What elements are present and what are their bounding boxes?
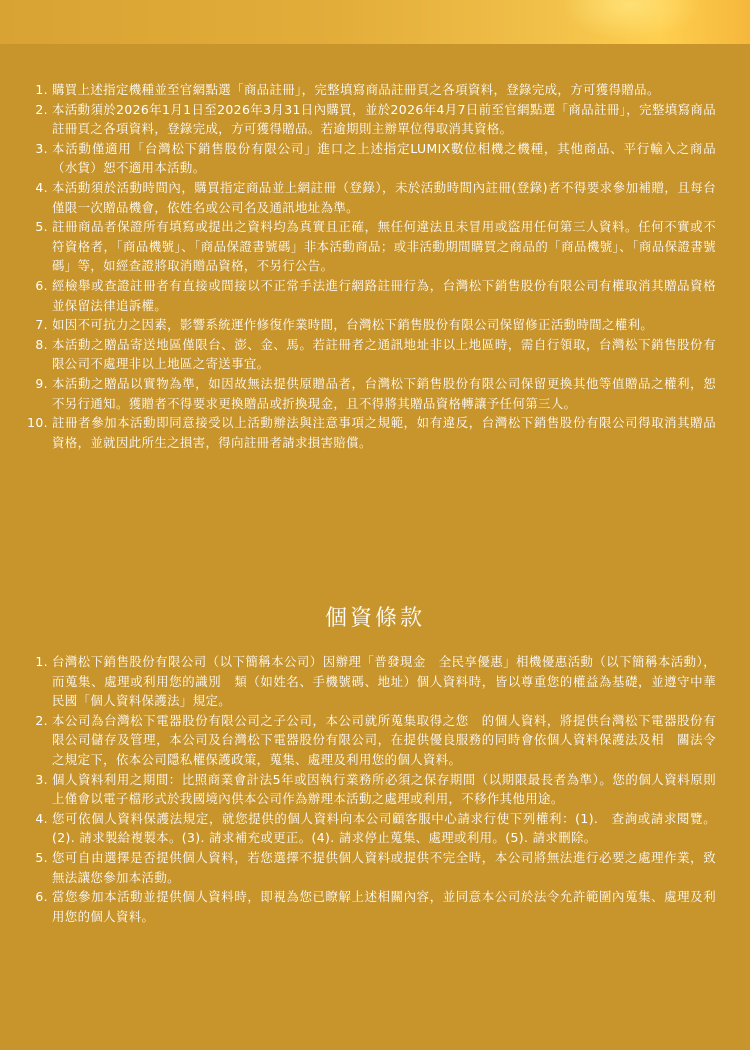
- top-banner: [0, 0, 750, 44]
- privacy-item: [35, 887, 716, 926]
- item-text: 本活動之贈品以實物為準，如因故無法提供原贈品者，台灣松下銷售股份有限公司保留更換其他等值贈品之權利，恕不另行通知。獲贈者不得要求更換贈品或折換現金，且不得將其贈品資格轉讓予任何第三人。: [52, 375, 716, 411]
- item-number: 1.: [35, 82, 48, 97]
- privacy-section-title: 個資條款: [324, 606, 425, 631]
- item-number: 2.: [35, 101, 48, 117]
- item-text: 本活動僅適用「台灣松下銷售股份有限公司」進口之上述指定LUMIX數位相機之機種，其他商品、平行輸入之商品（水貨）恕不適用本活動。: [52, 140, 716, 176]
- privacy-item: [35, 809, 716, 848]
- terms-item: [35, 374, 716, 413]
- banner-glow: [560, 0, 700, 40]
- terms-item: [35, 80, 716, 100]
- item-text: 本活動須於2026年1月1日至2026年3月31日內購買，並於2026年4月7日前至官網點選「商品註冊」，完整填寫商品註冊頁之各項資料，登錄完成，方可獲得贈品。若逾期則主辦單位得取消其資格。: [52, 101, 716, 137]
- item-number: 4.: [35, 179, 48, 195]
- item-text: 本公司為台灣松下電器股份有限公司之子公司，本公司就所蒐集取得之您 的個人資料，將提供台灣松下電器股份有限公司儲存及管理，本公司及台灣松下電器股份有限公司，在提供優良服務的同時會依個人資料保護法及相 關法令之規定下，依本公司隱私權保護政策，蒐集、處理及利用您的個人資料。: [52, 712, 716, 767]
- item-number: 1.: [35, 654, 48, 669]
- privacy-list: [35, 652, 716, 926]
- item-number: 8.: [35, 336, 48, 352]
- terms-item: [35, 276, 716, 315]
- item-text: 您可自由選擇是否提供個人資料，若您選擇不提供個人資料或提供不完全時，本公司將無法進行必要之處理作業，致無法讓您參加本活動。: [52, 849, 716, 885]
- privacy-item: [35, 711, 716, 770]
- item-number: 5.: [35, 849, 48, 865]
- terms-item: [35, 139, 716, 178]
- terms-item: [35, 100, 716, 139]
- item-number: 9.: [35, 375, 48, 391]
- item-text: 購買上述指定機種並至官網點選「商品註冊」，完整填寫商品註冊頁之各項資料，登錄完成，方可獲得贈品。: [52, 82, 660, 97]
- item-text: 個人資料利用之期間：比照商業會計法5年或因執行業務所必須之保存期間（以期限最長者為準）。您的個人資料原則上僅會以電子檔形式於我國境內供本公司作為辦理本活動之處理或利用，不移作其他用途。: [52, 771, 716, 807]
- item-number: 3.: [35, 771, 48, 787]
- item-number: 3.: [35, 140, 48, 156]
- privacy-item: [35, 652, 716, 711]
- item-text: 本活動須於活動時間內，購買指定商品並上網註冊（登錄），未於活動時間內註冊(登錄)者不得要求參加補贈，且每台僅限一次贈品機會，依姓名或公司名及通訊地址為準。: [52, 179, 716, 215]
- item-number: 6.: [35, 889, 48, 905]
- terms-item: [35, 217, 716, 276]
- item-text: 註冊商品者保證所有填寫或提出之資料均為真實且正確，無任何違法且未冒用或盜用任何第三人資料。任何不實或不符資格者，「商品機號」、「商品保證書號碼」非本活動商品；或非活動期間購買之商品的「商品機號」、「商品保證書號碼」等，如經查證將取消贈品資格，不另行公告。: [52, 219, 716, 274]
- item-text: 台灣松下銷售股份有限公司（以下簡稱本公司）因辦理「普發現金 全民享優惠」相機優惠活動（以下簡稱本活動），而蒐集、處理或利用您的識別 類（如姓名、手機號碼、地址）個人資料時，皆以尊重您的權益為基礎，並遵守中華民國「個人資料保護法」規定。: [52, 654, 716, 709]
- item-number: 6.: [35, 277, 48, 293]
- item-number: 5.: [35, 219, 48, 235]
- item-text: 註冊者參加本活動即同意接受以上活動辦法與注意事項之規範，如有違反，台灣松下銷售股份有限公司得取消其贈品資格，並就因此所生之損害，得向註冊者請求損害賠償。: [52, 415, 716, 450]
- item-text: 如因不可抗力之因素，影響系統運作修復作業時間，台灣松下銷售股份有限公司保留修正活動時間之權利。: [52, 317, 654, 333]
- privacy-item: [35, 848, 716, 887]
- item-text: 當您參加本活動並提供個人資料時，即視為您已瞭解上述相關內容，並同意本公司於法令允許範圍內蒐集、處理及利用您的個人資料。: [52, 889, 716, 924]
- terms-item: [35, 315, 716, 335]
- item-number: 4.: [35, 810, 48, 826]
- item-number: 10.: [27, 415, 48, 431]
- item-number: 7.: [35, 317, 48, 333]
- item-number: 2.: [35, 712, 48, 728]
- terms-list: [27, 80, 716, 452]
- item-text: 本活動之贈品寄送地區僅限台、澎、金、馬。若註冊者之通訊地址非以上地區時，需自行領取，台灣松下銷售股份有限公司不處理非以上地區之寄送事宜。: [52, 336, 716, 372]
- item-text: 經檢舉或查證註冊者有直接或間接以不正常手法進行網路註冊行為，台灣松下銷售股份有限公司有權取消其贈品資格並保留法律追訴權。: [52, 277, 716, 313]
- terms-item: [35, 335, 716, 374]
- privacy-item: [35, 770, 716, 809]
- item-text: 您可依個人資料保護法規定，就您提供的個人資料向本公司顧客服中心請求行使下列權利：(1). 查詢或請求閱覽。(2). 請求製給複製本。(3). 請求補充或更正。(4). 請求停止蒐集、處理或利用。(5). 請求刪除。: [52, 810, 716, 846]
- terms-item: [27, 413, 716, 452]
- terms-item: [35, 178, 716, 217]
